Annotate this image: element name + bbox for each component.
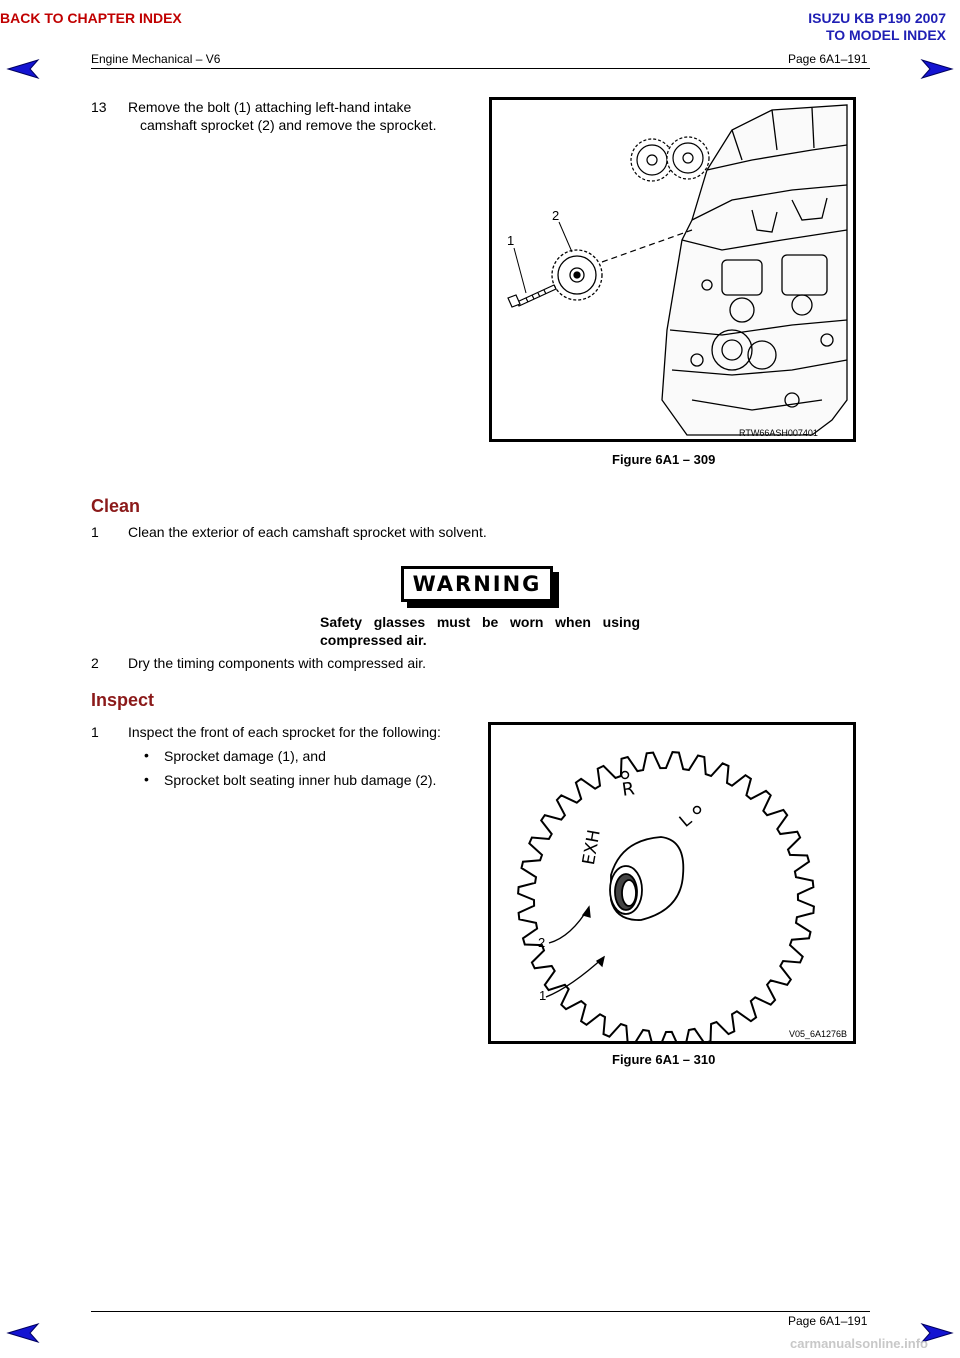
header-rule bbox=[91, 68, 870, 69]
sprocket-mark-exh: EXH bbox=[579, 828, 605, 867]
warning-badge bbox=[401, 566, 553, 602]
back-to-chapter-index-link[interactable]: BACK TO CHAPTER INDEX bbox=[0, 10, 182, 26]
clean-step-2-text: Dry the timing components with compressed air. bbox=[128, 655, 427, 671]
inspect-step-1-text: Inspect the front of each sprocket for the following: bbox=[128, 724, 441, 740]
previous-page-arrow-icon[interactable] bbox=[6, 58, 40, 80]
footer-page-number: Page 6A1–191 bbox=[788, 1314, 868, 1328]
clean-heading: Clean bbox=[91, 496, 141, 516]
figure-309-callout-2: 2 bbox=[552, 208, 560, 223]
figure-310-illustration bbox=[488, 722, 856, 1044]
clean-step-1-text: Clean the exterior of each camshaft sprocket with solvent. bbox=[128, 524, 487, 540]
figure-309-callout-1: 1 bbox=[507, 233, 515, 248]
sprocket-mark-l: L bbox=[675, 810, 696, 832]
step-13-line-1: Remove the bolt (1) attaching left-hand intake bbox=[128, 99, 412, 115]
watermark: carmanualsonline.info bbox=[790, 1336, 928, 1351]
inspect-bullet-1: Sprocket damage (1), and bbox=[164, 748, 326, 764]
next-page-arrow-icon[interactable] bbox=[920, 58, 954, 80]
figure-309-code: RTW66ASH007401 bbox=[739, 428, 818, 438]
figure-309-illustration bbox=[489, 97, 856, 442]
warning-text-line-1: Safety glasses must be worn when using bbox=[320, 614, 640, 630]
to-model-index-link[interactable]: TO MODEL INDEX bbox=[825, 27, 946, 43]
inspect-heading: Inspect bbox=[91, 690, 155, 710]
clean-step-2-number: 2 bbox=[91, 655, 99, 671]
footer-rule bbox=[91, 1311, 870, 1312]
figure-310-callout-2: 2 bbox=[538, 935, 546, 950]
model-title-block bbox=[808, 10, 946, 44]
figure-310-callout-1: 1 bbox=[539, 988, 547, 1003]
inspect-bullet-2: Sprocket bolt seating inner hub damage (2). bbox=[164, 772, 437, 788]
clean-step-1-number: 1 bbox=[91, 524, 99, 540]
header-page-number: Page 6A1–191 bbox=[788, 52, 868, 66]
model-title: ISUZU KB P190 2007 bbox=[808, 10, 946, 26]
previous-page-arrow-bottom-icon[interactable] bbox=[6, 1322, 40, 1344]
bullet-dot-2: • bbox=[144, 771, 149, 787]
engine-sprocket-drawing bbox=[492, 100, 853, 439]
figure-310-code: V05_6A1276B bbox=[789, 1029, 848, 1039]
bullet-dot-1: • bbox=[144, 747, 149, 763]
warning-label: WARNING bbox=[412, 572, 542, 596]
warning-text-line-2: compressed air. bbox=[320, 632, 427, 648]
section-name: Engine Mechanical – V6 bbox=[91, 52, 221, 66]
figure-309-caption: Figure 6A1 – 309 bbox=[612, 452, 716, 467]
figure-310-caption: Figure 6A1 – 310 bbox=[612, 1052, 716, 1067]
sprocket-mark-r: R bbox=[620, 778, 636, 801]
step-13-number: 13 bbox=[91, 99, 107, 115]
step-13-line-2: camshaft sprocket (2) and remove the sprocket. bbox=[140, 117, 437, 133]
inspect-step-1-number: 1 bbox=[91, 724, 99, 740]
